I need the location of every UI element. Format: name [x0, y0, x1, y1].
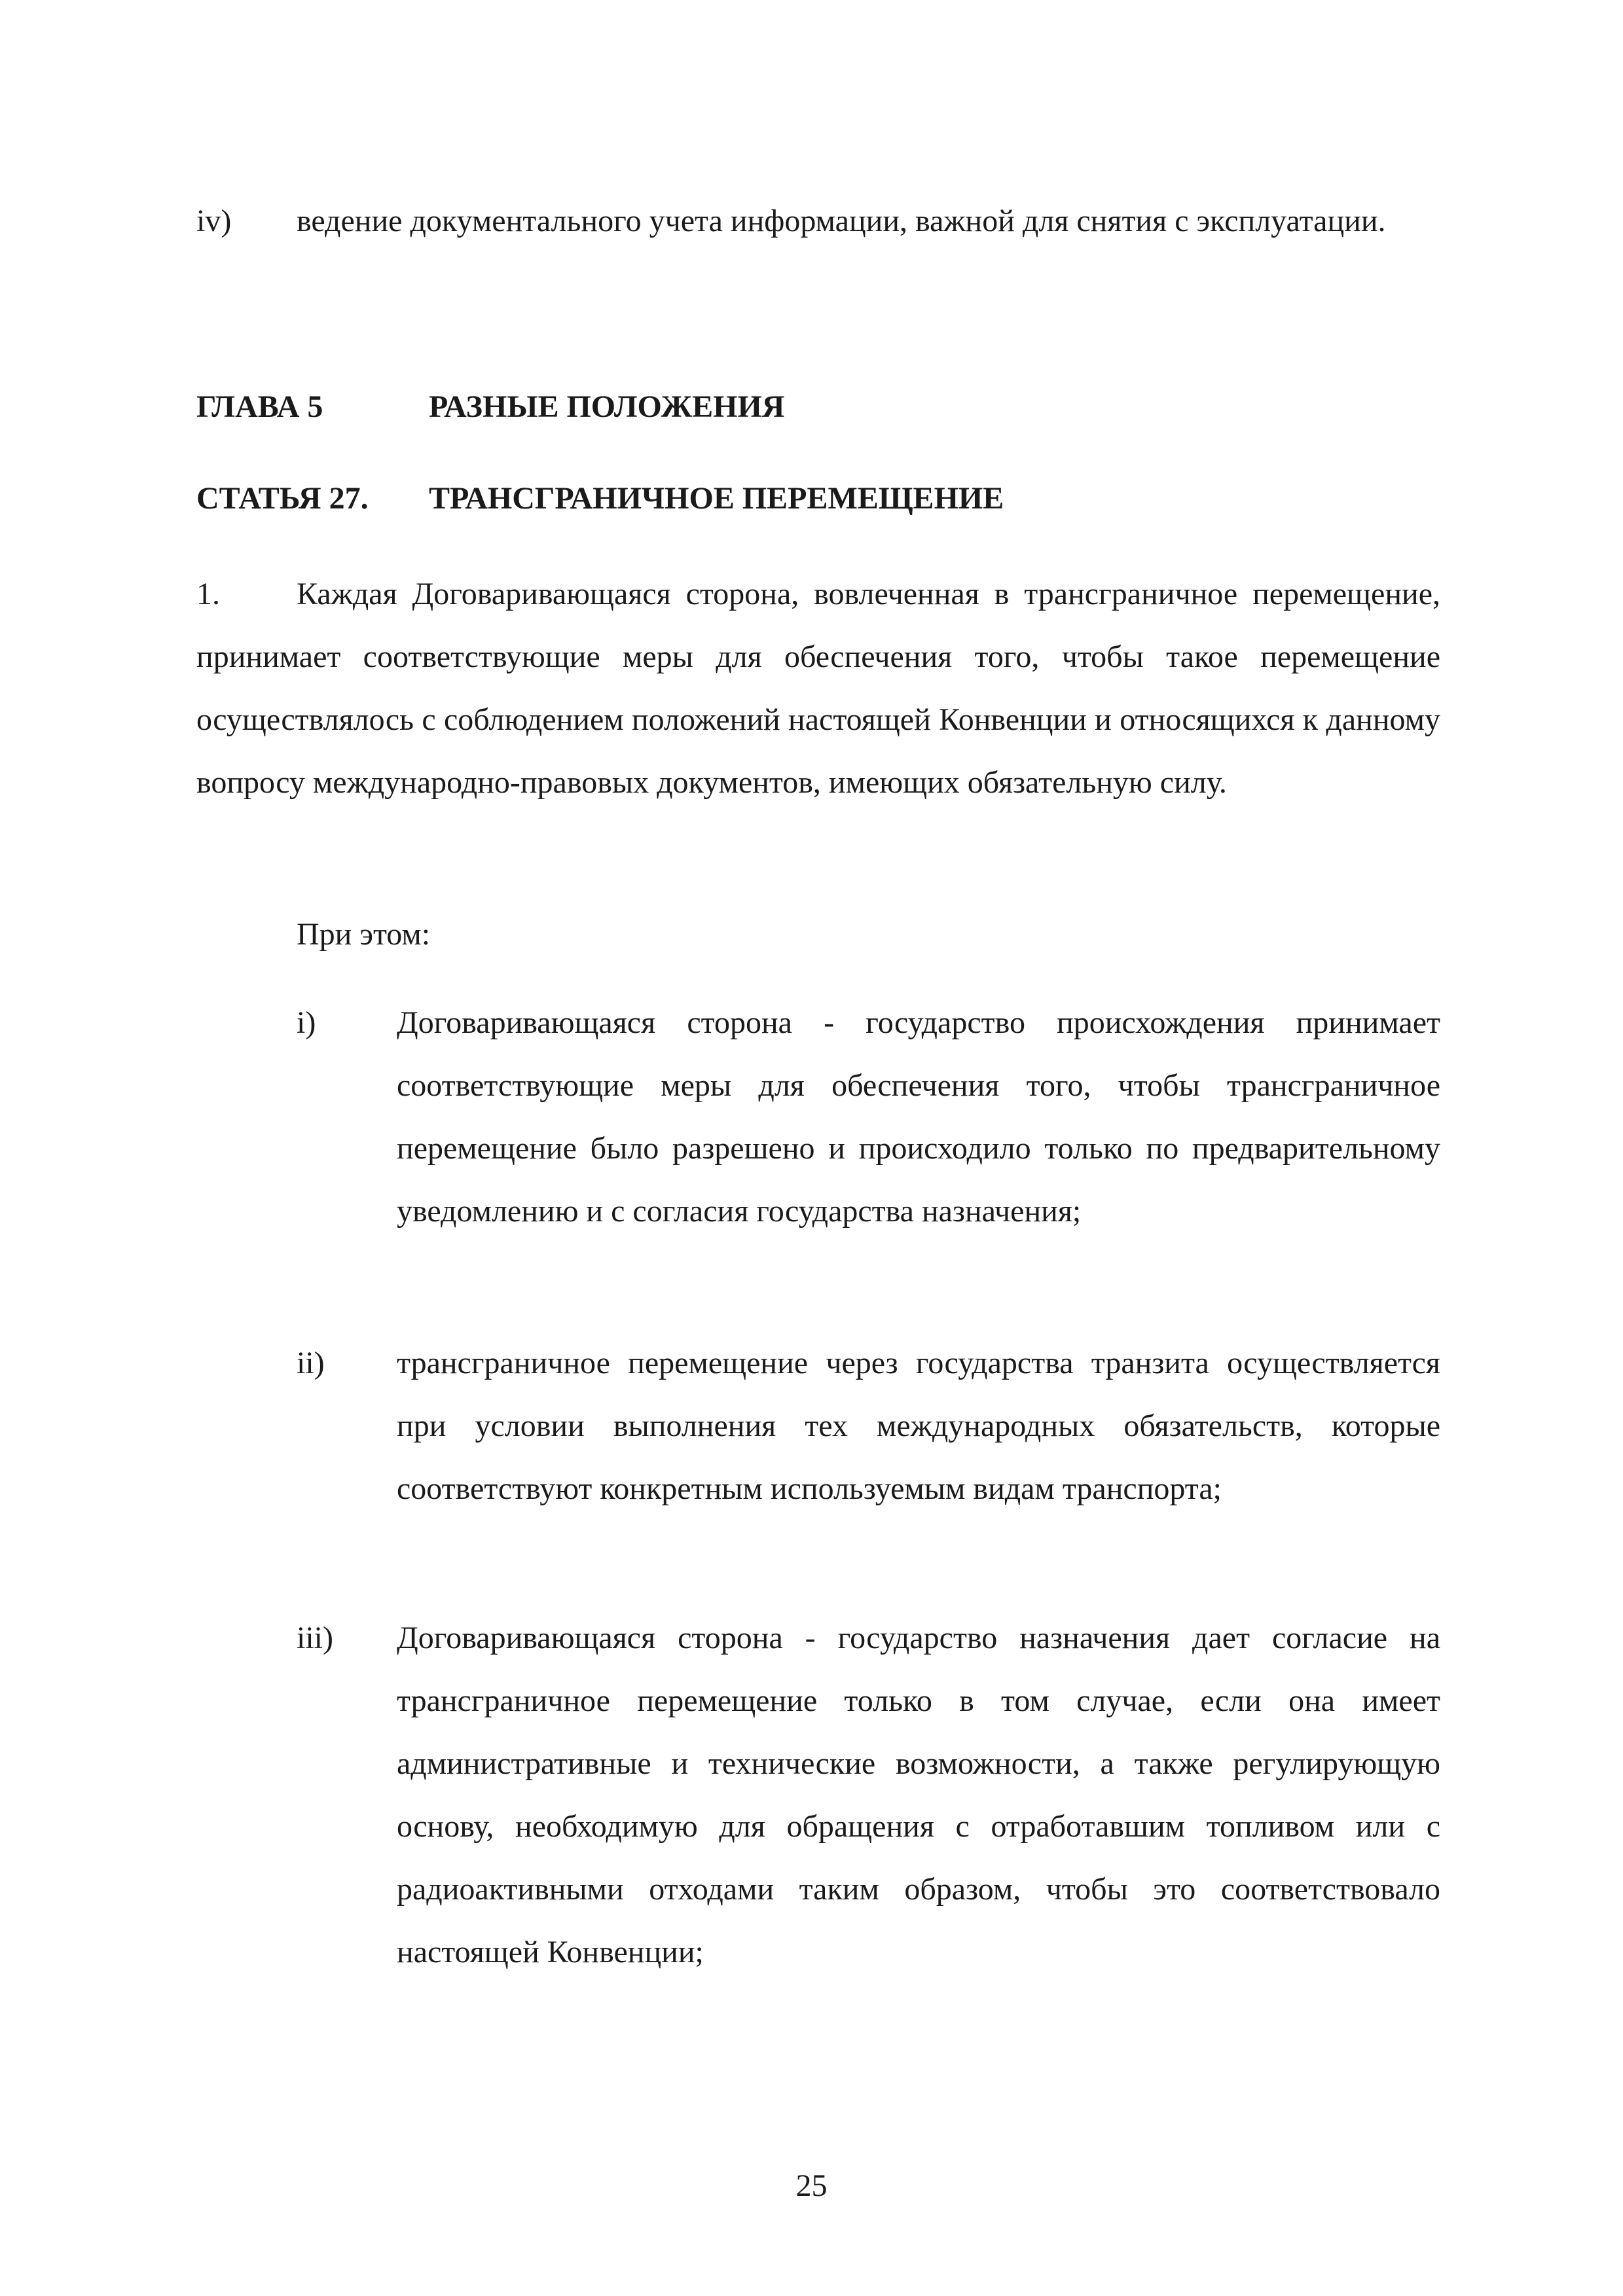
paragraph-1: [196, 563, 1440, 814]
sub-item-ii: [297, 1332, 1440, 1520]
sub-item-marker: iii): [297, 1621, 333, 1655]
chapter-number: ГЛАВА 5: [196, 389, 323, 424]
article-heading: [196, 479, 1004, 518]
list-item-text: ведение документального учета информации, важной для снятия с эксплуатации.: [297, 204, 1386, 238]
sub-item-text: Договаривающаяся сторона - государство происхождения принимает соответствующие меры для обеспечения того, чтобы трансграничное перемещение было разрешено и происходило только по предварительному уведомлению и с согласия государства назначения;: [397, 1005, 1440, 1229]
sub-item-iii: [297, 1607, 1440, 1984]
chapter-heading: [196, 387, 785, 427]
sub-item-i: [297, 992, 1440, 1243]
page-number: 25: [795, 2168, 828, 2203]
sub-item-text: трансграничное перемещение через государства транзита осуществляется при условии выполнения тех международных обязательств, которые соответствуют конкретным используемым видам транспорта;: [397, 1346, 1440, 1506]
chapter-title: РАЗНЫЕ ПОЛОЖЕНИЯ: [429, 389, 785, 424]
article-title: ТРАНСГРАНИЧНОЕ ПЕРЕМЕЩЕНИЕ: [429, 481, 1004, 516]
sub-item-marker: i): [297, 1005, 316, 1040]
sub-item-text: Договаривающаяся сторона - государство назначения дает согласие на трансграничное перемещение только в том случае, если она имеет административные и технические возможности, а также регулирующую основу, необходимую для обращения с отработавшим топливом или с радиоактивными отходами таким образом, чтобы это соответствовало настоящей Конвенции;: [397, 1621, 1440, 1969]
intro-text: При этом:: [297, 917, 431, 952]
article-number: СТАТЬЯ 27.: [196, 481, 369, 516]
paragraph-number: 1.: [196, 577, 220, 611]
list-item-marker: iv): [196, 204, 232, 238]
list-item-iv: [196, 190, 1440, 253]
paragraph-text: Каждая Договаривающаяся сторона, вовлеченная в трансграничное перемещение, принимает соответствующие меры для обеспечения того, чтобы такое перемещение осуществлялось с соблюдением положений настоящей Конвенции и относящихся к данному вопросу международно-правовых документов, имеющих обязательную силу.: [196, 577, 1440, 800]
sub-item-marker: ii): [297, 1346, 325, 1380]
